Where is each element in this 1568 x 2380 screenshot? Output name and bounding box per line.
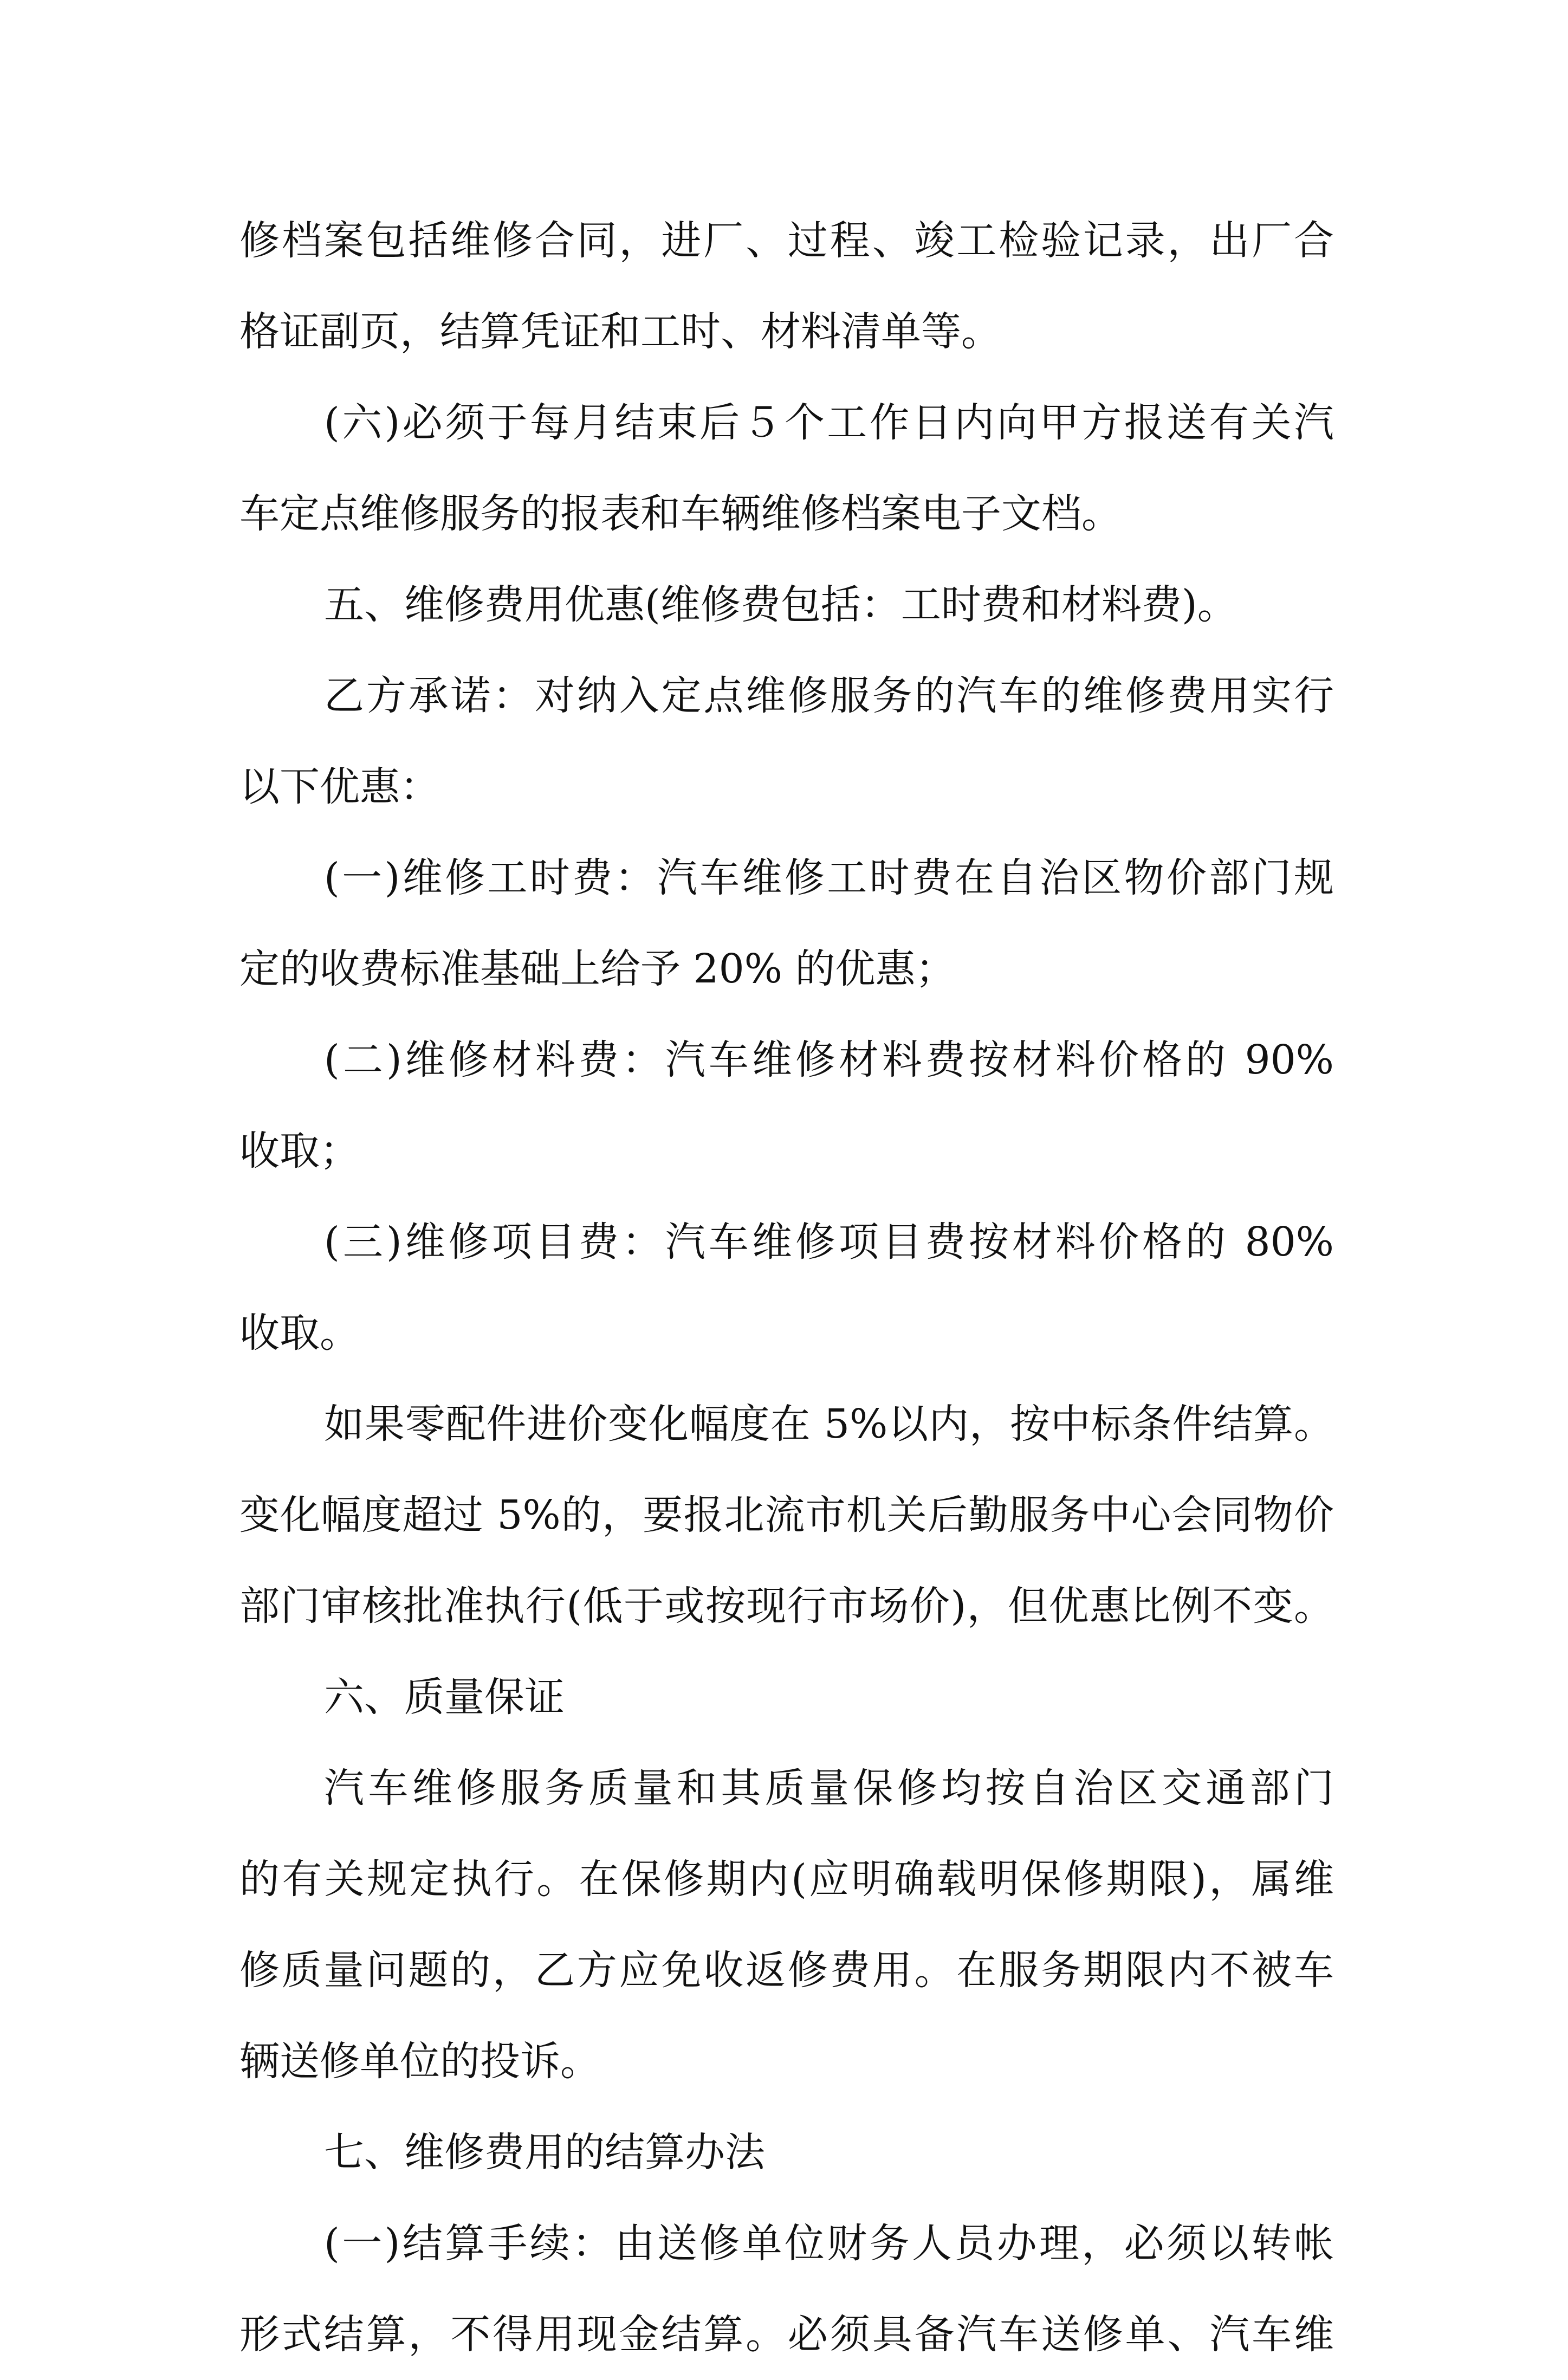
text-line: (一)结算手续：由送修单位财务人员办理，必须以转帐	[324, 2220, 1334, 2267]
text-line: 收取。	[239, 1310, 360, 1356]
text-line: (六)必须于每月结束后５个工作日内向甲方报送有关汽	[324, 399, 1334, 446]
text-line: 如果零配件进价变化幅度在 5%以内，按中标条件结算。	[324, 1401, 1334, 1447]
text-line: 以下优惠：	[239, 764, 440, 810]
text-line: 五、维修费用优惠(维修费包括：工时费和材料费)。	[324, 581, 1237, 628]
text-line: 格证副页，结算凭证和工时、材料清单等。	[239, 308, 1001, 355]
text-line: 的有关规定执行。在保修期内(应明确载明保修期限)，属维	[239, 1856, 1334, 1903]
text-line: 变化幅度超过 5%的，要报北流市机关后勤服务中心会同物价	[239, 1492, 1334, 1538]
contract-body-text	[239, 195, 1334, 2380]
text-line: (二)维修材料费：汽车维修材料费按材料价格的 90%	[324, 1037, 1334, 1083]
text-line: 定的收费标准基础上给予 20% 的优惠；	[239, 946, 956, 992]
text-line: 修质量问题的，乙方应免收返修费用。在服务期限内不被车	[239, 1947, 1334, 1994]
text-line: 收取；	[239, 1128, 360, 1174]
text-line: (一)维修工时费：汽车维修工时费在自治区物价部门规	[324, 855, 1334, 901]
text-line: 七、维修费用的结算办法	[324, 2129, 765, 2176]
text-line: 部门审核批准执行(低于或按现行市场价)，但优惠比例不变。	[239, 1583, 1334, 1629]
text-line: 六、质量保证	[324, 1674, 565, 1721]
text-line: 修档案包括维修合同，进厂、过程、竣工检验记录，出厂合	[239, 217, 1334, 264]
text-line: 乙方承诺：对纳入定点维修服务的汽车的维修费用实行	[324, 672, 1334, 719]
text-line: 形式结算，不得用现金结算。必须具备汽车送修单、汽车维	[239, 2311, 1334, 2358]
text-line: 汽车维修服务质量和其质量保修均按自治区交通部门	[324, 1765, 1334, 1812]
text-line: (三)维修项目费：汽车维修项目费按材料价格的 80%	[324, 1219, 1334, 1265]
text-line: 辆送修单位的投诉。	[239, 2038, 600, 2085]
text-line: 车定点维修服务的报表和车辆维修档案电子文档。	[239, 490, 1122, 537]
